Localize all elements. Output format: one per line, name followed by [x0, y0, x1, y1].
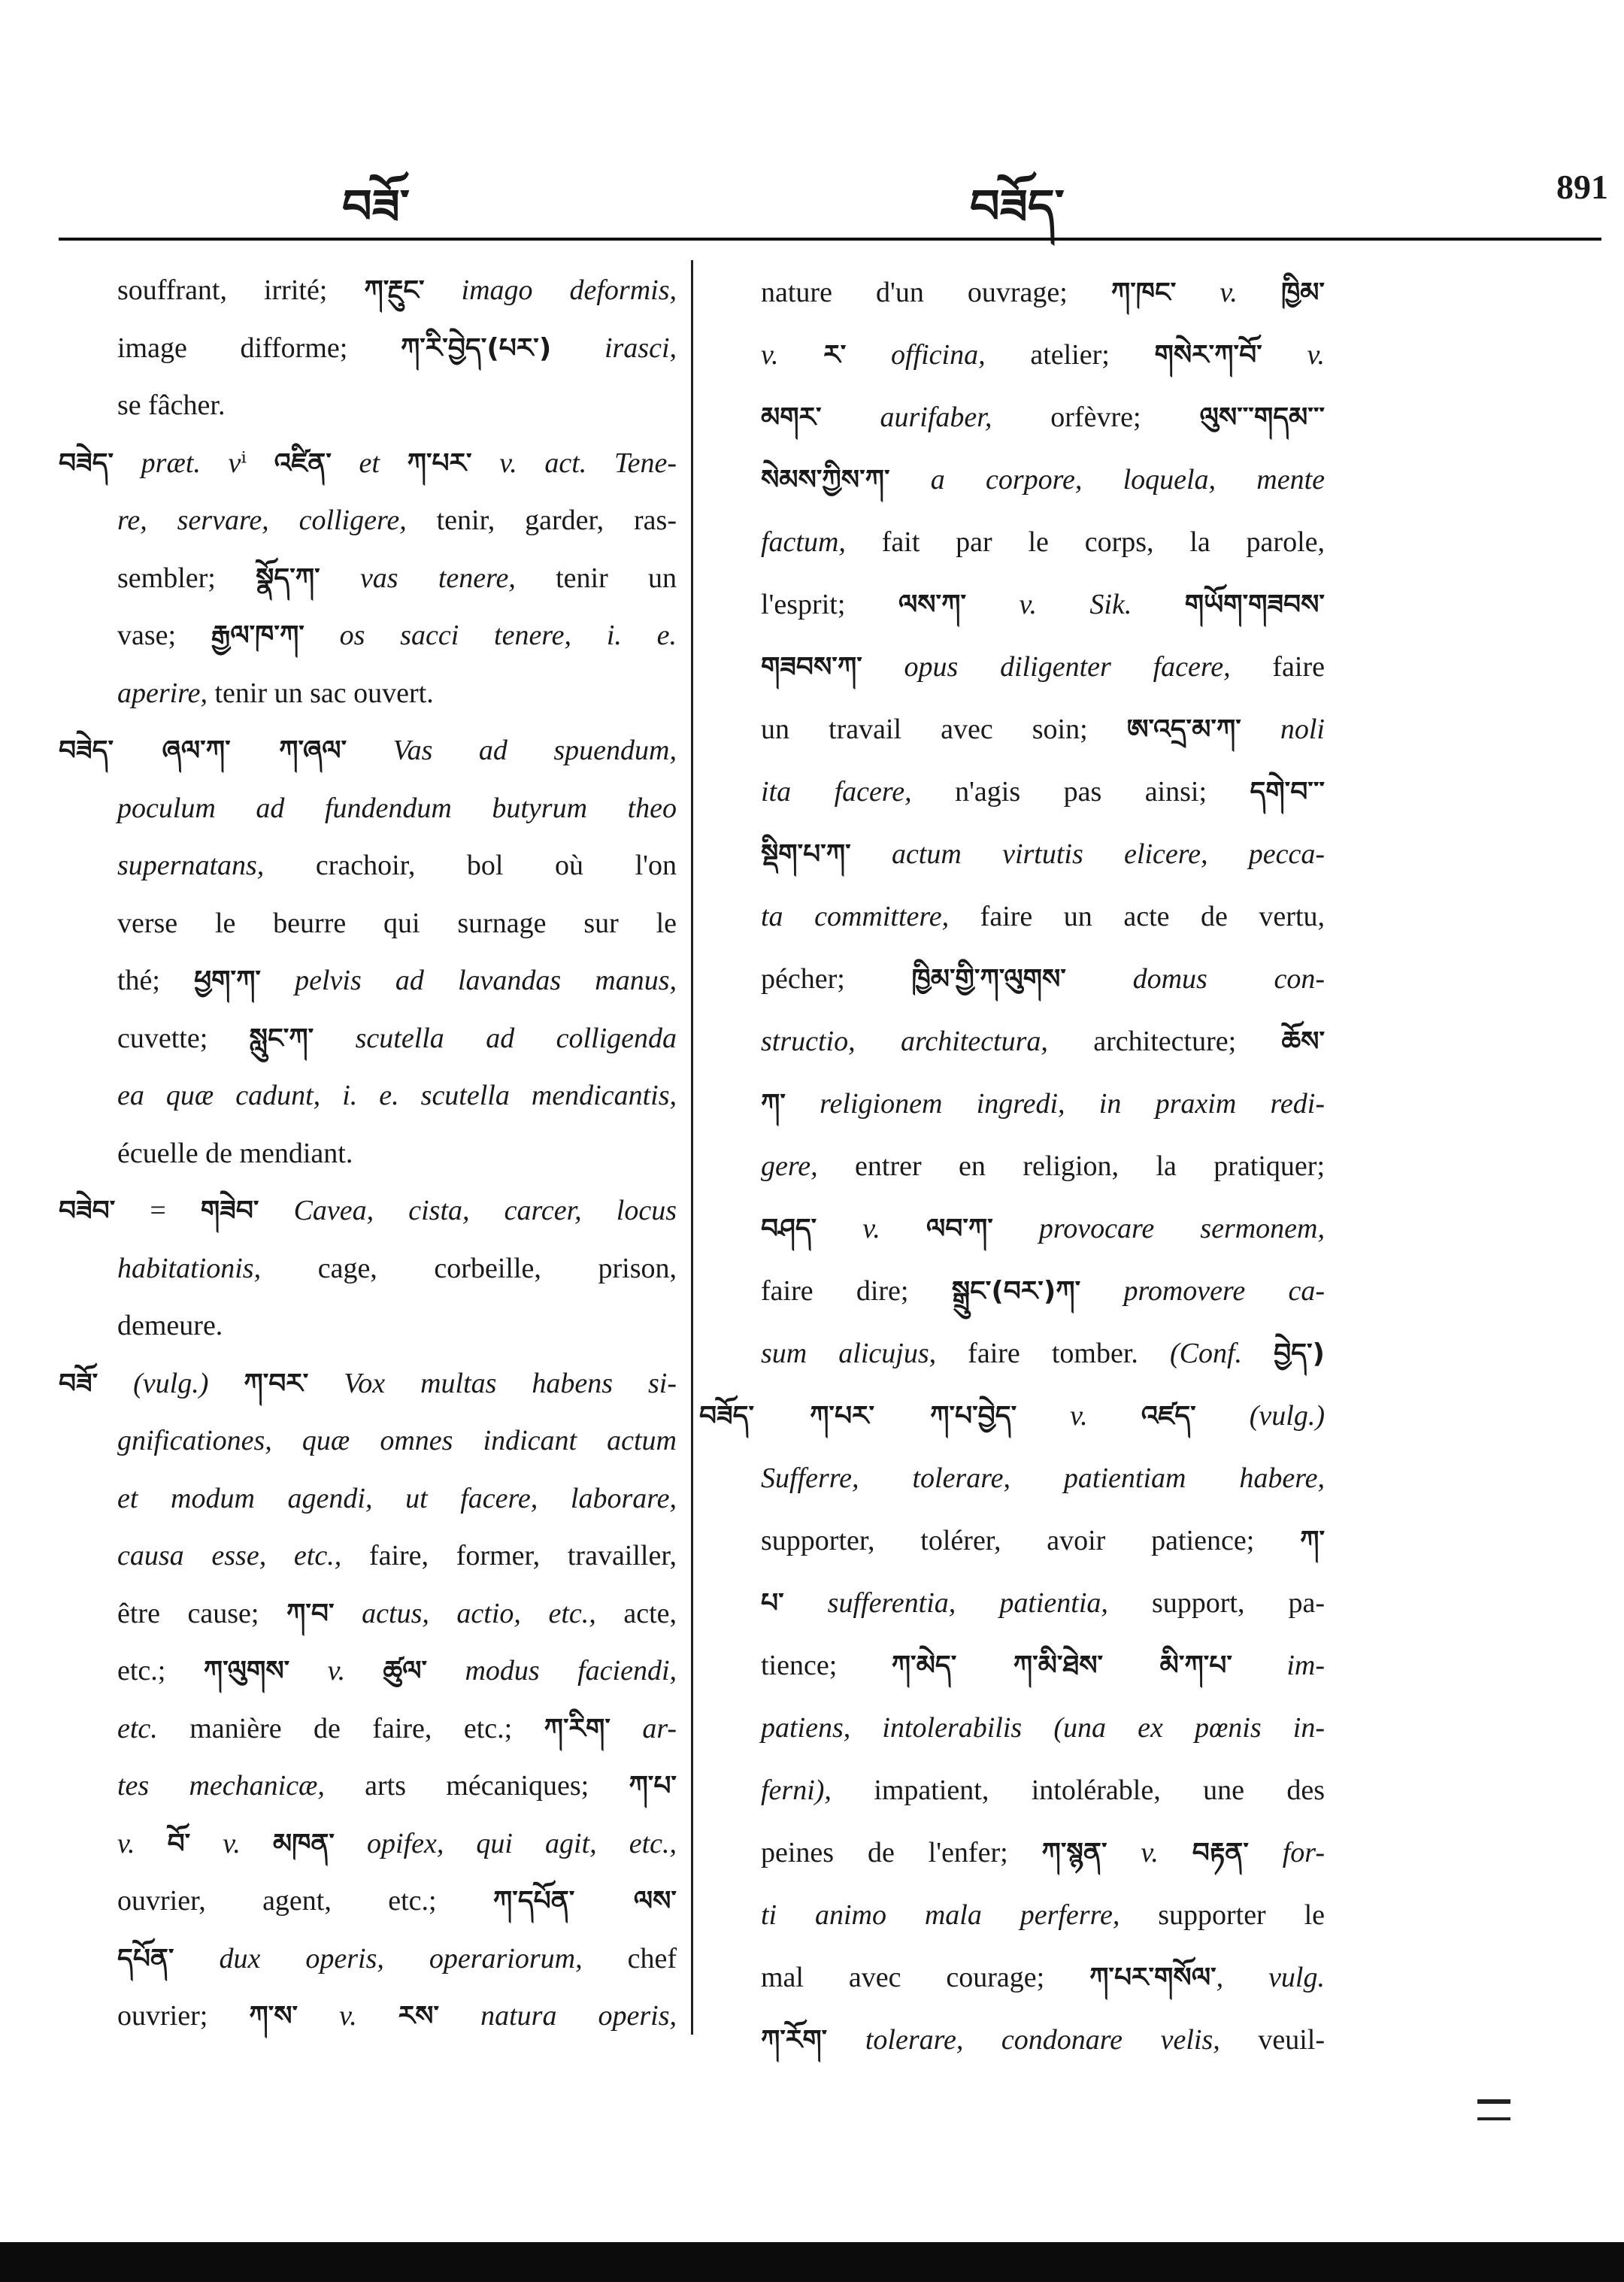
latin-text: ta committere, [761, 901, 950, 932]
header-rule [59, 238, 1601, 241]
tibetan-text: ལབ་ཀ་ [926, 1214, 993, 1244]
text-line [761, 948, 1325, 1011]
latin-text: sum alicujus, [761, 1338, 937, 1369]
french-text: manière de faire, etc.; [157, 1712, 544, 1744]
text-line [117, 895, 677, 953]
french-text: tenir un [515, 562, 677, 594]
latin-text: præt. v [114, 447, 241, 479]
entry-headline [59, 722, 677, 780]
tibetan-text: ཕྱག་ཀ་ [194, 965, 261, 996]
tibetan-text: ཀ་ས་ [249, 2001, 298, 2032]
tibetan-text: ཀ་ [761, 1089, 786, 1120]
latin-text: officina, [846, 339, 986, 371]
tibetan-text: དཔོན་ [117, 1943, 174, 1974]
latin-text: (Conf. [1169, 1338, 1274, 1369]
latin-text: structio, architectura, [761, 1026, 1048, 1057]
entry-headline [59, 1355, 677, 1413]
latin-text: vas tenere, [320, 562, 516, 594]
latin-text: Cavea, cista, carcer, locus [259, 1195, 677, 1226]
text-line [761, 1884, 1325, 1947]
latin-text: etc. [117, 1712, 158, 1744]
text-line [761, 1198, 1325, 1260]
tibetan-text: ཀ་པར་ [407, 447, 472, 479]
tibetan-text: སྡིག་པ་ཀ་ [761, 839, 851, 870]
tibetan-text: རས་ [398, 2001, 440, 2032]
french-text: entrer en religion, la pratiquer; [817, 1150, 1325, 1182]
text-line [117, 1757, 677, 1815]
french-text: image difforme; [117, 332, 401, 364]
french-text: souffrant, irrité; [117, 274, 365, 306]
french-text: demeure. [117, 1310, 223, 1341]
tibetan-text: གསེར་ཀ་བོ་ [1154, 340, 1262, 371]
tibetan-text: མཁན་ [272, 1828, 335, 1859]
text-line [117, 377, 677, 435]
french-text: faire, former, travailler, [341, 1540, 677, 1571]
latin-text: (vulg.) [98, 1367, 244, 1399]
text-line [117, 262, 677, 320]
tibetan-text: པ་ [761, 1588, 784, 1619]
tibetan-text: བྱེད་) [1274, 1338, 1326, 1369]
latin-text: actum virtutis elicere, pecca- [850, 838, 1325, 870]
text-line [761, 1697, 1325, 1759]
entry-headline [59, 1182, 677, 1240]
right-column [699, 262, 1325, 2071]
column-divider [691, 260, 693, 2035]
french-text: un travail avec soin; [761, 714, 1127, 745]
latin-text: v. [817, 1213, 926, 1244]
text-line [117, 550, 677, 608]
tibetan-text: ཀ་བ་ [286, 1598, 335, 1629]
tibetan-text: ཨ་འདྲ་མ་ཀ་ [1126, 714, 1241, 745]
tibetan-text: ཚུལ་ [383, 1656, 428, 1686]
tibetan-text: ཀ་རྔུང་ [364, 275, 425, 306]
latin-text: Vas ad spuendum, [347, 735, 677, 766]
latin-text: re, servare, colligere, [117, 505, 407, 536]
text-line [117, 1872, 677, 1930]
latin-text: , vulg. [1216, 1962, 1325, 1993]
text-line [761, 1759, 1325, 1822]
text-line [117, 1930, 677, 1988]
french-text: mal avec courage; [761, 1962, 1090, 1993]
text-line [117, 320, 677, 377]
tibetan-text: ཀ་དཔོན་ ལས་ [492, 1886, 677, 1917]
latin-text: promovere ca- [1080, 1275, 1325, 1307]
text-line [117, 1412, 677, 1470]
french-text: peines de l'enfer; [761, 1837, 1042, 1868]
latin-text: tolerare, condonare velis, [827, 2024, 1220, 2056]
text-line [761, 1510, 1325, 1572]
tibetan-text: གཟེབ་ [200, 1196, 259, 1226]
latin-text: a corpore, loquela, mente [889, 464, 1325, 495]
tibetan-text: ར་ [823, 340, 847, 371]
entry-headline [59, 435, 677, 492]
text-line [117, 665, 677, 723]
text-line [761, 1135, 1325, 1198]
latin-text: natura operis, [439, 2000, 677, 2032]
text-line [117, 1240, 677, 1298]
latin-text: Sufferre, tolerare, patientiam habere, [761, 1462, 1325, 1494]
text-line [761, 324, 1325, 386]
latin-text: causa esse, etc., [117, 1540, 342, 1571]
french-text: être cause; [117, 1597, 287, 1629]
text-line [761, 1260, 1325, 1323]
text-line [117, 780, 677, 838]
latin-text: v. [298, 2000, 398, 2032]
latin-text: et modum agendi, ut facere, laborare, [117, 1482, 677, 1514]
latin-text: (vulg.) [1195, 1400, 1325, 1432]
french-text: chef [582, 1942, 677, 1974]
latin-text: im- [1232, 1650, 1326, 1681]
text-line [117, 1815, 677, 1873]
latin-text: for- [1248, 1837, 1325, 1868]
latin-text: v. [1262, 339, 1326, 371]
french-text: sembler; [117, 562, 256, 594]
latin-text: religionem ingredi, in praxim redi- [785, 1088, 1325, 1120]
french-text: ouvrier; [117, 2000, 250, 2032]
tibetan-text: ལུས་་་གདམ་་་ [1199, 402, 1325, 433]
french-text: cuvette; [117, 1022, 250, 1054]
text-line [761, 1822, 1325, 1884]
french-text: tenir un sac ouvert. [207, 677, 434, 709]
french-text: tenir, garder, ras- [406, 505, 677, 536]
latin-text: os sacci tenere, i. e. [304, 620, 677, 651]
latin-text: modus faciendi, [427, 1655, 677, 1686]
tibetan-text: སླུང་ཀ་ [249, 1023, 314, 1054]
tibetan-text: ཀ་ལུགས་ [203, 1656, 290, 1686]
french-text: orfèvre; [992, 402, 1200, 433]
tibetan-text: ཁྱིམ་ [1280, 277, 1325, 308]
text-line [117, 1642, 677, 1700]
text-line [761, 2009, 1325, 2071]
latin-text: scutella ad colligenda [314, 1022, 677, 1054]
latin-text: poculum ad fundendum butyrum theo [117, 792, 677, 824]
latin-text: aurifaber, [821, 402, 992, 433]
tibetan-text: སེམས་ཀྱིས་ཀ་ [761, 465, 890, 495]
latin-text: factum, [761, 526, 846, 558]
tibetan-text: རྒྱལ་ཁ་ཀ་ [211, 620, 304, 651]
tibetan-text: སྣོད་ཀ་ [256, 562, 320, 594]
tibetan-text: གཟབས་ཀ་ [761, 652, 862, 683]
latin-text: v. [190, 1827, 273, 1859]
french-text: faire [1230, 651, 1325, 683]
tibetan-text: མགར་ [761, 402, 822, 433]
text-line [761, 1635, 1325, 1697]
french-text: écuelle de mendiant. [117, 1137, 353, 1169]
text-line [761, 1572, 1325, 1635]
latin-text: habitationis, [117, 1252, 262, 1284]
text-line [117, 607, 677, 665]
text-line [117, 1585, 677, 1643]
tibetan-text: ཁྱིམ་གྱི་ཀ་ལུགས་ [911, 964, 1066, 995]
text-line [117, 1527, 677, 1585]
latin-text: v. [289, 1655, 383, 1686]
french-text: nature d'un ouvrage; [761, 277, 1111, 308]
text-line [761, 1447, 1325, 1510]
printer-mark [1477, 2099, 1510, 2120]
text-line [761, 1947, 1325, 2009]
latin-text: pelvis ad lavandas manus, [260, 965, 677, 996]
latin-text: v. Sik. [966, 589, 1185, 620]
latin-text: ea quæ cadunt, i. e. scutella mendicantis, [117, 1080, 677, 1111]
text-line [761, 1011, 1325, 1073]
french-text: cage, corbeille, prison, [261, 1252, 677, 1284]
tibetan-text: འཛད་ [1141, 1401, 1196, 1432]
latin-text: irasci, [551, 332, 677, 364]
tibetan-text: བཟེད་ ཞལ་ཀ་ ཀ་ཞལ་ [59, 735, 347, 766]
french-text: thé; [117, 965, 195, 996]
french-text: architecture; [1047, 1026, 1282, 1057]
tibetan-text: བཟེད་ [59, 447, 114, 479]
french-text: atelier; [985, 339, 1155, 371]
tibetan-text: སྒྲུང་(བར་)ཀ་ [951, 1276, 1081, 1307]
french-text: se fâcher. [117, 389, 226, 421]
latin-text: v. [1017, 1400, 1141, 1432]
latin-text: gnificationes, quæ omnes indicant actum [117, 1425, 677, 1456]
latin-text: domus con- [1065, 963, 1325, 995]
text-line [761, 511, 1325, 574]
tibetan-text: གཡོག་གཟབས་ [1184, 589, 1325, 620]
tibetan-text: བཟེབ་ [59, 1196, 116, 1226]
text-line [761, 1323, 1325, 1385]
text-line [761, 636, 1325, 699]
text-line [761, 449, 1325, 511]
latin-text: opus diligenter facere, [862, 651, 1231, 683]
french-text: etc.; [117, 1655, 204, 1686]
text-line [117, 1987, 677, 2045]
tibetan-text: ལས་ཀ་ [898, 589, 967, 620]
latin-text: v. [1107, 1837, 1192, 1868]
french-text: fait par le corps, la parole, [845, 526, 1325, 558]
latin-text: provocare sermonem, [992, 1213, 1325, 1244]
french-text: ouvrier, agent, etc.; [117, 1885, 493, 1917]
latin-text: ti animo mala perferre, [761, 1899, 1120, 1931]
french-text: supporter le [1120, 1899, 1325, 1931]
latin-text: v. [761, 339, 824, 371]
french-text: crachoir, bol où l'on [264, 850, 677, 881]
french-text: n'agis pas ainsi; [911, 776, 1250, 808]
french-text: vase; [117, 620, 211, 651]
french-text: acte, [595, 1597, 677, 1629]
latin-text: noli [1241, 714, 1325, 745]
french-text: l'esprit; [761, 589, 898, 620]
latin-text: ar- [610, 1712, 677, 1744]
text-line [761, 1073, 1325, 1135]
tibetan-text: ཀ་རིག་ [544, 1713, 611, 1744]
latin-text: tes mechanicæ, [117, 1770, 325, 1802]
french-text: supporter, tolérer, avoir patience; [761, 1525, 1301, 1556]
latin-text: et [331, 447, 408, 479]
text-line [761, 761, 1325, 823]
entry-headline [699, 1385, 1325, 1447]
latin-text: actus, actio, etc., [334, 1597, 596, 1629]
tibetan-text: ཀ་པ་ [629, 1771, 677, 1802]
tibetan-text: བཟོ་ [59, 1368, 98, 1399]
tibetan-text: ཀ་རོག་ [761, 2025, 828, 2056]
latin-text: v. [1176, 277, 1281, 308]
latin-text: patiens, intolerabilis (una ex pœnis in- [761, 1712, 1325, 1744]
text-line [117, 1010, 677, 1068]
tibetan-text: ཀ་སྙན་ [1041, 1838, 1107, 1868]
french-text: arts mécaniques; [324, 1770, 629, 1802]
latin-text: ita facere, [761, 776, 912, 808]
latin-text: sufferentia, patientia, [783, 1587, 1108, 1619]
text-line [117, 952, 677, 1010]
latin-text: supernatans, [117, 850, 265, 881]
latin-text: imago deformis, [424, 274, 677, 306]
latin-text: dux operis, operariorum, [174, 1942, 583, 1974]
tibetan-text: ཀ་བར་ [244, 1368, 309, 1399]
text-line [761, 386, 1325, 449]
latin-text: gere, [761, 1150, 818, 1182]
tibetan-text: བོ་ [167, 1828, 191, 1859]
french-text: = [115, 1195, 201, 1226]
text-line [117, 837, 677, 895]
scan-edge-bar [0, 2242, 1624, 2282]
french-text: tience; [761, 1650, 892, 1681]
latin-text: opifex, qui agit, etc., [334, 1827, 677, 1859]
french-text: faire tomber. [936, 1338, 1170, 1369]
text-line [117, 492, 677, 550]
text-line [117, 1470, 677, 1528]
tibetan-text: ཆོས་ [1281, 1026, 1326, 1057]
left-column [59, 262, 677, 2045]
tibetan-text: འཛིན་ [274, 447, 332, 479]
text-line [761, 823, 1325, 886]
latin-text: aperire, [117, 677, 208, 709]
text-line [117, 1297, 677, 1355]
tibetan-text: བཟོད་ ཀ་པར་ ཀ་པ་བྱེད་ [699, 1401, 1017, 1432]
french-text: veuil- [1220, 2024, 1326, 2056]
french-text: faire dire; [761, 1275, 952, 1307]
tibetan-text: དགེ་བ་་་ [1250, 777, 1325, 808]
french-text: ⁱ [241, 447, 274, 479]
latin-text: v. act. Tene- [471, 447, 677, 479]
running-head-left: བཟོ་ [342, 182, 410, 233]
french-text: impatient, intolérable, une des [831, 1774, 1325, 1806]
text-line [761, 886, 1325, 948]
text-line [117, 1125, 677, 1183]
latin-text: v. [117, 1827, 168, 1859]
tibetan-text: ཀ་པར་གསོལ་ [1089, 1962, 1216, 1993]
text-line [761, 699, 1325, 761]
running-head-right: བཟོད་ [970, 182, 1065, 233]
tibetan-text: བཤད་ [761, 1214, 817, 1244]
page-number: 891 [1556, 168, 1608, 206]
tibetan-text: ཀ་ཁང་ [1110, 277, 1177, 308]
latin-text: Vox multas habens si- [308, 1367, 677, 1399]
french-text: faire un acte de vertu, [949, 901, 1326, 932]
tibetan-text: ཀ་ [1300, 1526, 1325, 1556]
tibetan-text: ཀ་མེད་ ཀ་མི་ཐེས་ མི་ཀ་པ་ [891, 1650, 1232, 1681]
text-line [761, 574, 1325, 636]
text-line [761, 262, 1325, 324]
french-text: verse le beurre qui surnage sur le [117, 907, 677, 939]
french-text: pécher; [761, 963, 912, 995]
tibetan-text: ཀ་རི་བྱེད་(པར་) [400, 332, 552, 364]
tibetan-text: བརྟན་ [1192, 1838, 1249, 1868]
text-line [117, 1700, 677, 1758]
french-text: support, pa- [1107, 1587, 1325, 1619]
text-line [117, 1067, 677, 1125]
latin-text: ferni), [761, 1774, 832, 1806]
